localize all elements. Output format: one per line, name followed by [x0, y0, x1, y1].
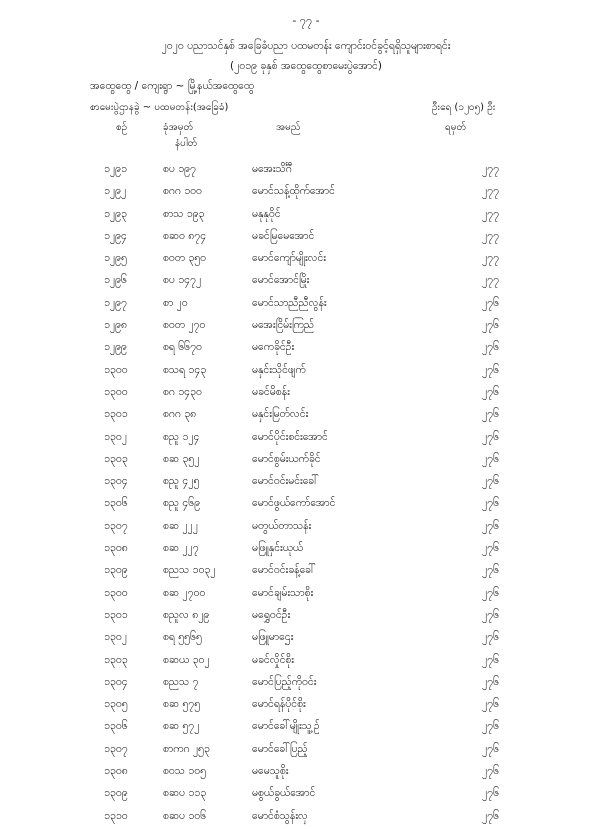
- row-number: ၁၃၀၃: [104, 653, 128, 666]
- roll-number: စညသ ၇: [163, 675, 199, 688]
- row-number: ၁၂၉၃: [104, 207, 127, 220]
- roll-number: စာကဂ ၂၅၃: [163, 742, 210, 755]
- table-row: [0, 205, 612, 227]
- roll-number: စညူ ၄၂၅: [163, 475, 200, 488]
- table-row: [0, 628, 612, 650]
- column-header-roll-sub: နံပါတ်: [175, 138, 198, 149]
- table-row: [0, 717, 612, 739]
- table-row: [0, 450, 612, 472]
- student-name: မောင်သန့်ထိုက်အောင်: [252, 185, 335, 198]
- table-row: [0, 740, 612, 762]
- score: ၂၇၆: [482, 341, 499, 354]
- student-name: မောင်အောင်မြိုး: [252, 274, 310, 287]
- student-name: မောင်ချမ်းသာစိုး: [252, 586, 314, 599]
- student-name: မနှင်းမြတ်လင်း: [252, 408, 309, 421]
- student-name: မနုနုဝိုင်: [252, 207, 281, 220]
- student-name: မခင်မြမေအောင်: [252, 229, 315, 242]
- score: ၂၇၆: [482, 430, 499, 443]
- roll-number: စဂဂ ၃၈: [163, 408, 197, 421]
- roll-number: စဆ ၅၇၅: [163, 698, 201, 711]
- score: ၂၇၇: [482, 229, 499, 242]
- score: ၂၇၆: [482, 787, 499, 800]
- roll-number: စဆ ၂၇၀၀: [163, 586, 206, 599]
- score: ၂၇၆: [482, 408, 499, 421]
- score: ၂၇၇: [482, 185, 499, 198]
- roll-number: စဝတ ၂၇၀: [163, 319, 206, 332]
- row-number: ၁၃၀၀: [104, 586, 128, 599]
- column-header-score: ရမှတ်: [445, 122, 467, 133]
- score: ၂၇၆: [482, 698, 499, 711]
- table-row: [0, 561, 612, 583]
- table-row: [0, 294, 612, 316]
- location-line: အထွေထွေ / ကျေးရွာ ~ မြို့နယ်အထွေထွေ: [90, 80, 255, 92]
- table-row: [0, 762, 612, 784]
- roll-number: စပ ၁၉၇: [163, 163, 196, 175]
- table-row: [0, 428, 612, 450]
- table-row: [0, 160, 612, 182]
- column-header-number: စဉ်: [116, 122, 128, 133]
- student-name: မဖြူမာဌေး: [252, 631, 294, 644]
- score: ၂၇၆: [482, 586, 499, 599]
- roll-number: စဆဝ ၈၇၄: [163, 229, 207, 242]
- table-row: [0, 539, 612, 561]
- total-count-header: ဦးရေ (၁၂၀၅) ဦး: [432, 102, 496, 113]
- row-number: ၁၃၀၄: [104, 675, 128, 688]
- score: ၂၇၆: [482, 319, 499, 332]
- row-number: ၁၂၉၈: [104, 319, 127, 332]
- row-number: ၁၃၀၆: [104, 720, 128, 733]
- row-number: ၁၂၉၆: [104, 274, 127, 287]
- row-number: ၁၂၉၅: [104, 252, 127, 265]
- score: ၂၇၆: [482, 363, 499, 376]
- student-name: မောင်စံသွန်းလှ: [252, 809, 308, 822]
- row-number: ၁၃၀၂: [104, 631, 127, 644]
- roll-number: စသရ ၁၄၃: [163, 363, 207, 376]
- student-name: မခင်မိစန်း: [252, 385, 290, 398]
- roll-number: စဆ ၅၇၂: [163, 720, 200, 733]
- table-row: [0, 227, 612, 249]
- student-name: မောင်ခေါ်ပြည့်: [252, 742, 308, 755]
- table-row: [0, 361, 612, 383]
- student-name: မောင်ဝင်းမင်းခေါ်: [252, 475, 319, 488]
- score: ၂၇၆: [482, 497, 499, 510]
- student-name: မနှင်းသိုင်ဖျက်: [252, 363, 306, 376]
- row-number: ၁၃၀၂: [104, 430, 127, 443]
- row-number: ၁၂၉၄: [104, 229, 127, 242]
- student-name: မောင်သာညီညီလွန်း: [252, 296, 327, 309]
- roll-number: စညူ ၁၂၄: [163, 430, 200, 443]
- table-row: [0, 405, 612, 427]
- score: ၂၇၆: [482, 452, 499, 465]
- student-name: မောင်ပြည့်ကိုဝင်း: [252, 675, 317, 688]
- row-number: ၁၃၀၈: [104, 765, 128, 778]
- student-name: မောင်စွမ်းယက်ခိုင်: [252, 452, 321, 465]
- score: ၂၇၆: [482, 720, 499, 733]
- student-name: မောင်ပိုင်းစင်းအောင်: [252, 430, 328, 443]
- table-row: [0, 606, 612, 628]
- student-name: မအေးငြိမ်းကြည်: [252, 319, 315, 332]
- table-row: [0, 673, 612, 695]
- row-number: ၁၂၉၂: [104, 185, 127, 198]
- score: ၂၇၆: [482, 385, 499, 398]
- row-number: ၁၃၀၆: [104, 497, 128, 510]
- roll-number: စဆပ ၁၁၃: [163, 787, 207, 800]
- table-row: [0, 651, 612, 673]
- results-table: [0, 160, 612, 829]
- row-number: ၁၃၀၇: [104, 519, 128, 532]
- score: ၂၇၇: [482, 207, 499, 220]
- document-title: ၂၀၂၀ ပညာသင်နှစ် အခြေခံပညာ ပထမတန်း ကျောင်းဝင်ခွင့်ရရှိသူများစာရင်း: [161, 40, 451, 52]
- score: ၂၇၆: [482, 742, 499, 755]
- roll-number: စဝတ ၃၅၀: [163, 252, 207, 265]
- roll-number: စာသ ၁၉၃: [163, 207, 205, 220]
- score: ၂၇၆: [482, 608, 499, 621]
- table-row: [0, 784, 612, 806]
- student-name: မောင်ဝင်းခန့်ခေါ်: [252, 564, 316, 577]
- row-number: ၁၃၀၃: [104, 452, 128, 465]
- roll-number: စပ ၁၄၇၂: [163, 274, 202, 287]
- column-header-name: အမည်: [276, 122, 301, 133]
- roll-number: စဂဂ ၁၀၀: [163, 185, 202, 198]
- column-header-roll: ခုံအမှတ်: [163, 122, 194, 133]
- student-name: မမေသူစိုး: [252, 765, 289, 778]
- table-row: [0, 517, 612, 539]
- student-name: မကေခိုင်ဦး: [252, 341, 295, 354]
- score: ၂၇၆: [482, 542, 499, 555]
- score: ၂၇၆: [482, 519, 499, 532]
- score: ၂၇၇: [482, 163, 499, 175]
- table-row: [0, 584, 612, 606]
- score: ၂၇၆: [482, 765, 499, 778]
- roll-number: စာ ၂၀: [163, 296, 188, 309]
- row-number: ၁၃၀၁: [104, 608, 128, 621]
- roll-number: စဆ ၃၅၂: [163, 452, 200, 465]
- row-number: ၁၃၀၄: [104, 475, 128, 488]
- roll-number: စညူလ ၈၂၉: [163, 608, 210, 621]
- student-name: မောင်ခေါ်မျိုးသူ့ဉ်: [252, 720, 320, 733]
- roll-number: စဆ ၂၂၇: [163, 542, 199, 555]
- table-row: [0, 807, 612, 829]
- student-name: မဖြူနှင်းယုယ်: [252, 542, 304, 555]
- roll-number: စဝသ ၁၀၅: [163, 765, 207, 778]
- page-number: - ၇၇ -: [292, 14, 320, 27]
- roll-number: စဆ ၂၂၂: [163, 519, 198, 532]
- student-name: မတွယ်တာသန်း: [252, 519, 312, 532]
- roll-number: စဆယ ၃၀၂: [163, 653, 210, 666]
- roll-number: စရ ၅၅၆၅: [163, 631, 202, 644]
- table-row: [0, 695, 612, 717]
- row-number: ၁၃၀၀: [104, 385, 128, 398]
- student-name: မောင်ဖွယ်ကော်အောင်: [252, 497, 336, 510]
- score: ၂၇၆: [482, 564, 499, 577]
- score: ၂၇၆: [482, 653, 499, 666]
- score: ၂၇၆: [482, 475, 499, 488]
- student-name: မစွယ်ခွယ်အောင်: [252, 787, 316, 800]
- student-name: မရွှေဝင်ဦး: [252, 608, 291, 621]
- row-number: ၁၃၀၉: [104, 787, 128, 800]
- roll-number: စညူ ၄၆၉: [163, 497, 201, 510]
- table-row: [0, 316, 612, 338]
- student-name: မောင်ရန်ပိုင်စိုး: [252, 698, 306, 711]
- student-name: မောင်ကျော်မျိုးလင်း: [252, 252, 326, 265]
- row-number: ၁၂၉၉: [104, 341, 127, 354]
- row-number: ၁၃၀၅: [104, 698, 128, 711]
- row-number: ၁၂၉၁: [104, 163, 127, 175]
- exam-branch-header: စာမေးပွဲဌာနခွဲ ~ ပထမတန်း(အခြေခံ): [90, 102, 229, 113]
- row-number: ၁၃၀၇: [104, 742, 128, 755]
- score: ၂၇၆: [482, 296, 499, 309]
- row-number: ၁၃၀၉: [104, 564, 128, 577]
- score: ၂၇၇: [482, 274, 499, 287]
- table-row: [0, 383, 612, 405]
- table-row: [0, 271, 612, 293]
- score: ၂၇၆: [482, 631, 499, 644]
- roll-number: စရ ၆၆၇၀: [163, 341, 202, 354]
- roll-number: စဆပ ၁၀၆: [163, 809, 207, 822]
- table-row: [0, 472, 612, 494]
- row-number: ၁၂၉၇: [104, 296, 127, 309]
- student-name: မအေးသိင်္ဂီ: [252, 163, 293, 175]
- table-row: [0, 494, 612, 516]
- student-name: မခင်လှိုင်စိုး: [252, 653, 294, 666]
- table-row: [0, 338, 612, 360]
- row-number: ၁၃၁၀: [104, 809, 128, 822]
- roll-number: စဂ ၁၄၃၀: [163, 385, 202, 398]
- score: ၂၇၆: [482, 675, 499, 688]
- row-number: ၁၃၀၁: [104, 408, 128, 421]
- document-subtitle: (၂၀၁၉ ခုနှစ် အထွေထွေစာမေးပွဲအောင်): [230, 60, 382, 72]
- table-row: [0, 182, 612, 204]
- score: ၂၇၇: [482, 252, 499, 265]
- roll-number: စညသ ၁၀၃၂: [163, 564, 216, 577]
- score: ၂၇၆: [482, 809, 499, 822]
- table-row: [0, 249, 612, 271]
- row-number: ၁၃၀၀: [104, 363, 128, 376]
- row-number: ၁၃၀၈: [104, 542, 128, 555]
